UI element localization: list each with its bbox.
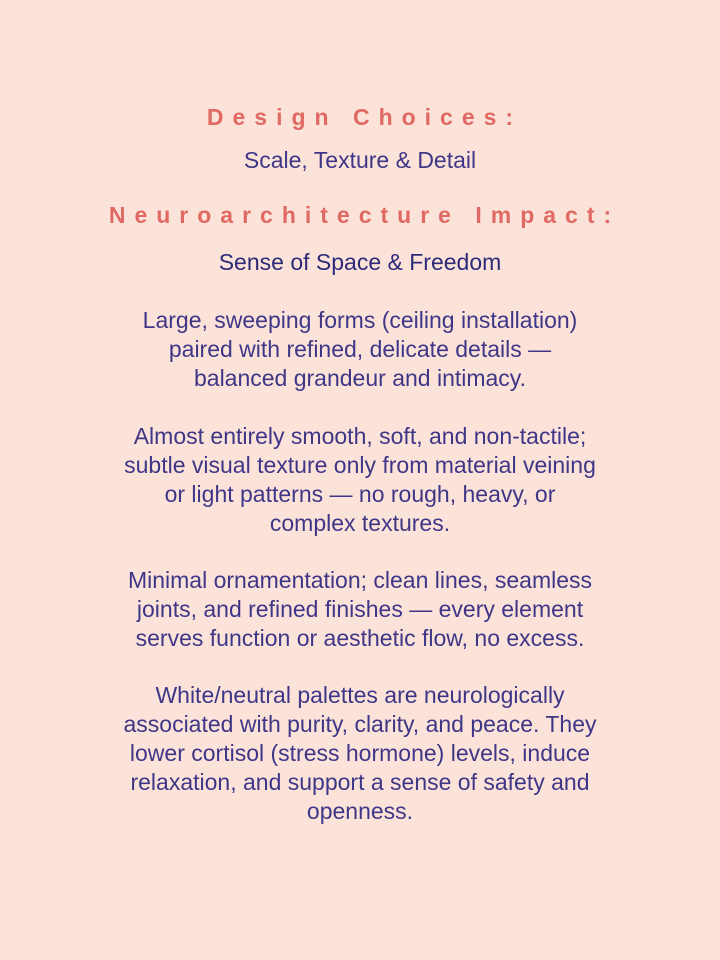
detail-paragraph [60, 566, 660, 653]
design-choices-heading: Design Choices: [206, 104, 523, 130]
paragraph-line: subtle visual texture only from material veining [124, 452, 596, 478]
design-choices-subtitle: Scale, Texture & Detail [243, 147, 477, 173]
neuroarchitecture-impact-subtitle: Sense of Space & Freedom [218, 249, 502, 275]
paragraph-line: balanced grandeur and intimacy. [193, 365, 526, 391]
scale-paragraph [60, 306, 660, 393]
paragraph-line: Large, sweeping forms (ceiling installation) [142, 307, 578, 333]
paragraph-line: White/neutral palettes are neurologically [155, 682, 565, 708]
palette-paragraph [60, 681, 660, 826]
paragraph-line: associated with purity, clarity, and peace. They [123, 711, 597, 737]
paragraph-line: lower cortisol (stress hormone) levels, induce [129, 740, 591, 766]
paragraph-line: relaxation, and support a sense of safety and [130, 769, 590, 795]
paragraph-line: Minimal ornamentation; clean lines, seamless [127, 567, 593, 593]
paragraph-line: openness. [306, 798, 414, 824]
texture-paragraph [60, 422, 660, 538]
paragraph-line: complex textures. [269, 510, 451, 536]
neuroarchitecture-impact-heading: Neuroarchitecture Impact: [108, 202, 621, 228]
paragraph-line: paired with refined, delicate details — [168, 336, 552, 362]
paragraph-line: serves function or aesthetic flow, no excess. [135, 625, 585, 651]
paragraph-line: or light patterns — no rough, heavy, or [164, 481, 556, 507]
paragraph-line: Almost entirely smooth, soft, and non-tactile; [133, 423, 587, 449]
paragraph-line: joints, and refined finishes — every element [136, 596, 584, 622]
